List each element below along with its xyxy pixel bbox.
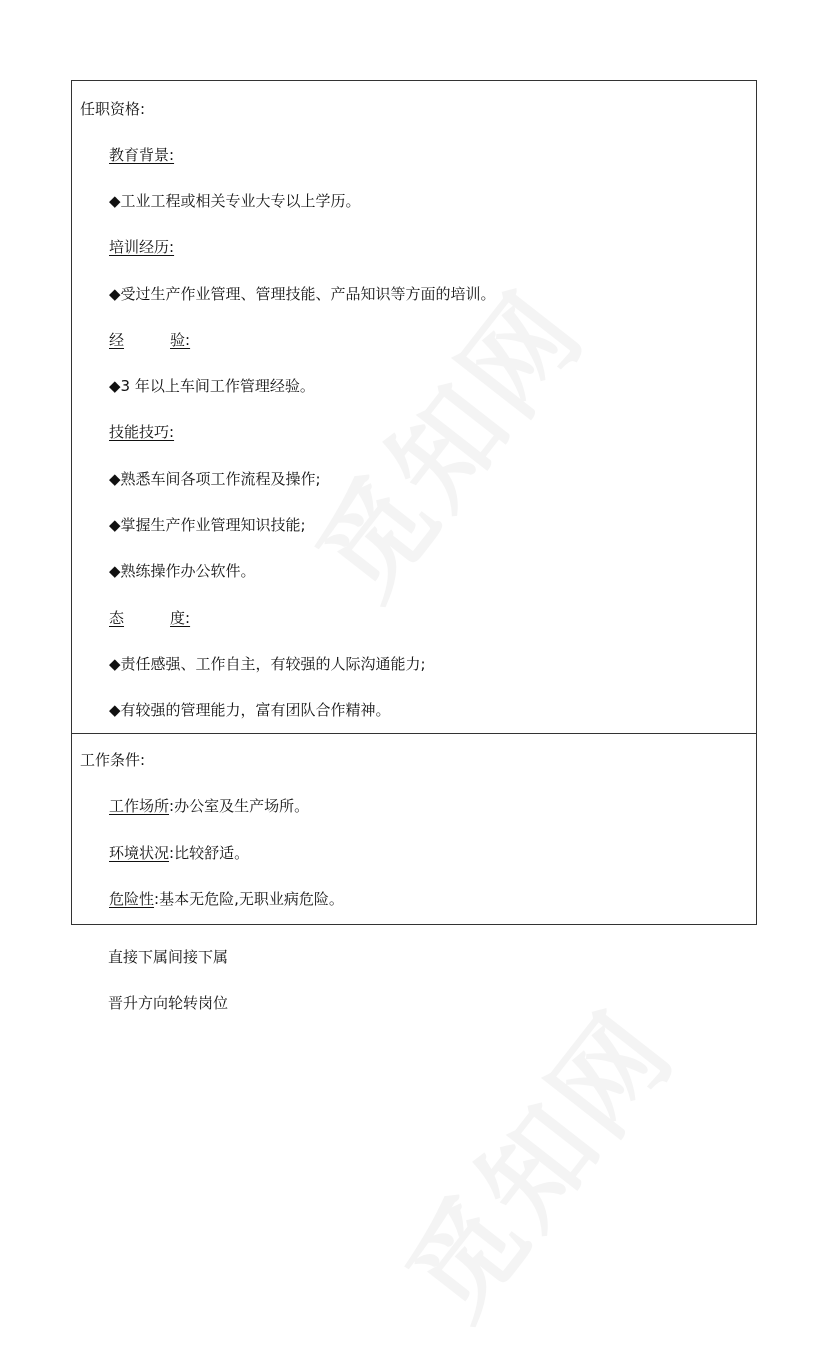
place-value: :办公室及生产场所。 [169,797,310,815]
education-item: ◆工业工程或相关专业大专以上学历。 [109,192,361,210]
environment-label: 环境状况 [109,844,170,862]
experience-label [109,330,190,350]
conditions-section [71,733,757,925]
experience-label-part: 经 [109,331,125,349]
danger-label: 危险性 [109,890,155,908]
attitude-label-part: 态 [109,609,125,627]
attitude-item: ◆有较强的管理能力，富有团队合作精神。 [109,701,391,719]
place-label: 工作场所 [109,797,170,815]
conditions-heading: 工作条件: [80,751,146,769]
attitude-label-part: 度: [170,609,191,627]
qualifications-heading: 任职资格: [80,100,146,118]
education-label: 教育背景: [109,146,175,164]
promotion-line: 晋升方向轮转岗位 [108,994,229,1012]
skills-label: 技能技巧: [109,423,175,441]
environment-value: :比较舒适。 [169,844,250,862]
danger-value: :基本无危险,无职业病危险。 [154,890,344,908]
experience-label-part: 验: [170,331,191,349]
condition-place [109,796,309,816]
training-item: ◆受过生产作业管理、管理技能、产品知识等方面的培训。 [109,285,496,303]
attitude-item: ◆责任感强、工作自主，有较强的人际沟通能力; [109,655,426,673]
experience-item: ◆3 年以上车间工作管理经验。 [109,377,315,395]
condition-danger [109,889,344,909]
skills-item: ◆掌握生产作业管理知识技能; [109,516,306,534]
training-label: 培训经历: [109,238,175,256]
subordinates-line: 直接下属间接下属 [108,948,229,966]
watermark [365,973,704,1345]
attitude-label [109,608,190,628]
skills-item: ◆熟悉车间各项工作流程及操作; [109,470,321,488]
qualifications-section [71,80,757,734]
condition-environment [109,843,249,863]
skills-item: ◆熟练操作办公软件。 [109,562,256,580]
